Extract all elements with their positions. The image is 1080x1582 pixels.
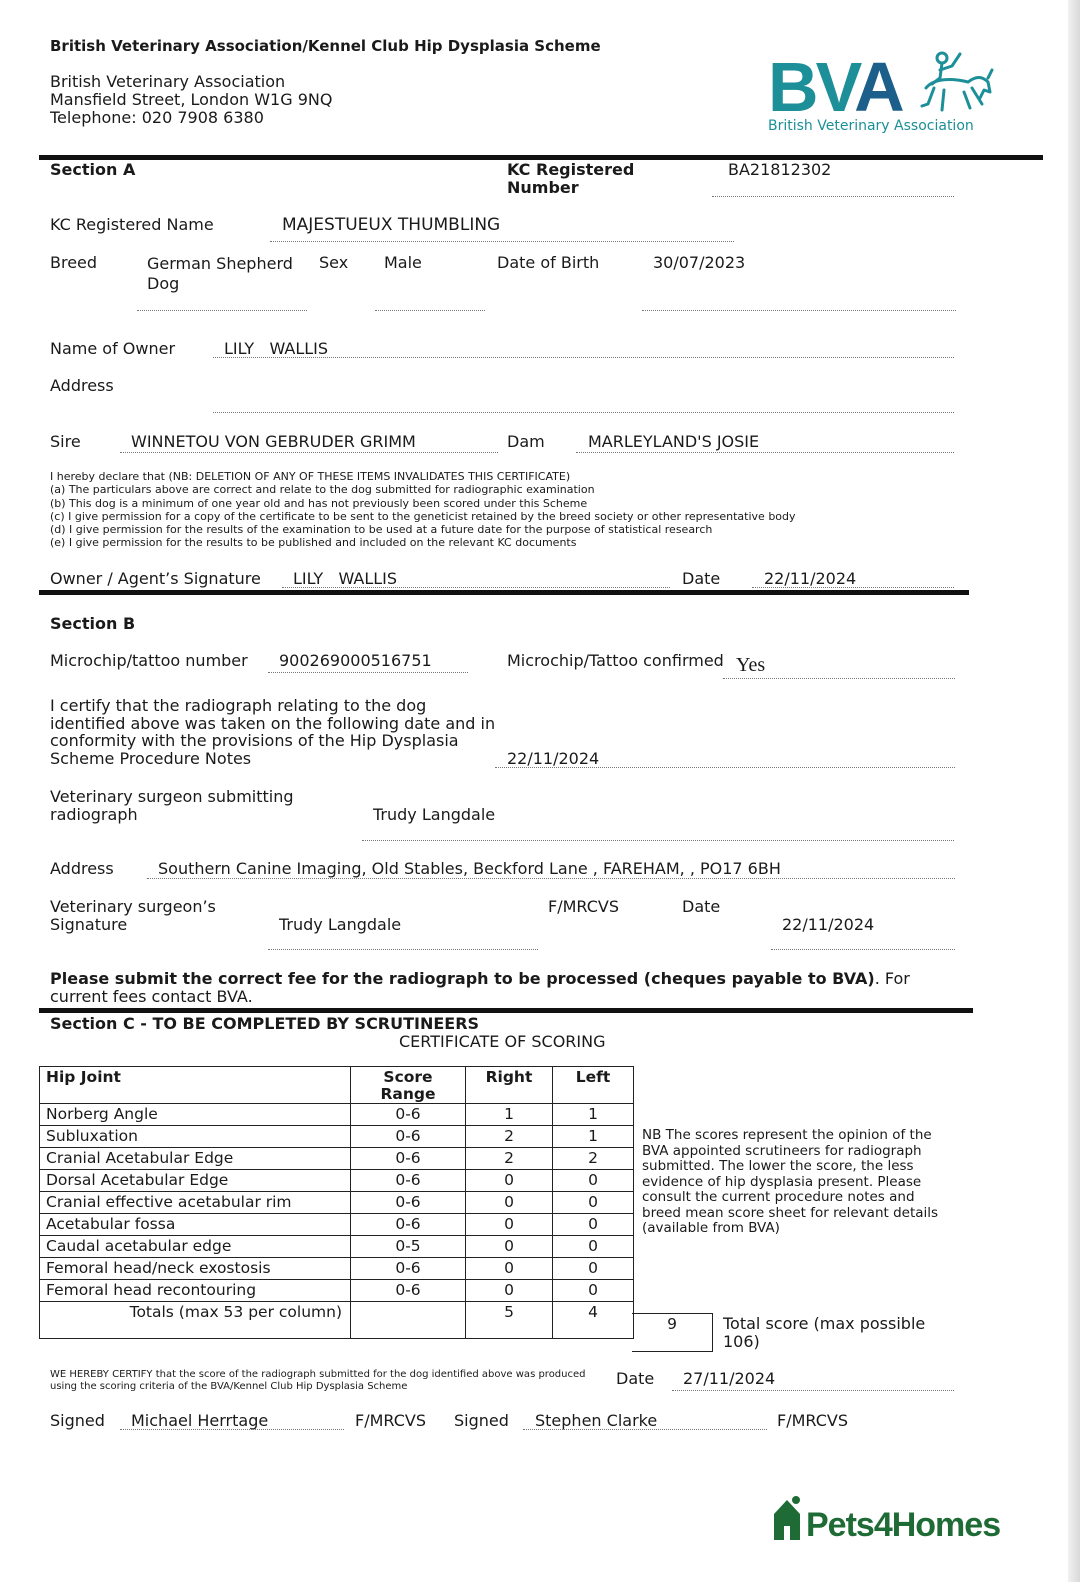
fee-notice-bold: Please submit the correct fee for the radiograph to be processed (cheques payable to BVA) xyxy=(50,969,875,988)
scoring-date-line xyxy=(672,1390,954,1391)
signer-2-line xyxy=(523,1429,767,1430)
surgeon-label: Veterinary surgeon submitting radiograph xyxy=(50,787,294,824)
row-right: 1 xyxy=(466,1104,553,1126)
row-range: 0-6 xyxy=(351,1280,466,1302)
table-row xyxy=(40,1258,634,1280)
row-joint: Cranial effective acetabular rim xyxy=(40,1192,351,1214)
row-right: 0 xyxy=(466,1280,553,1302)
org-name: British Veterinary Association xyxy=(50,72,286,91)
breed-line xyxy=(137,310,307,311)
table-row xyxy=(40,1192,634,1214)
table-row xyxy=(40,1280,634,1302)
total-score-value: 9 xyxy=(632,1313,713,1352)
owner-signature-label: Owner / Agent’s Signature xyxy=(50,569,261,588)
declaration-line: (e) I give permission for the results to be published and included on the relevant KC documents xyxy=(50,536,577,550)
declaration-list xyxy=(50,470,796,550)
breed-value: German Shepherd Dog xyxy=(147,254,293,293)
radiograph-date-value: 22/11/2024 xyxy=(507,749,600,768)
section-b-rule xyxy=(39,590,969,595)
signer-1: Michael Herrtage xyxy=(131,1411,269,1430)
surgeon-address-label: Address xyxy=(50,859,114,878)
total-score-label: Total score (max possible 106) xyxy=(723,1314,926,1351)
owner-value: LILY WALLIS xyxy=(224,339,329,358)
dob-label: Date of Birth xyxy=(497,253,600,272)
owner-signature-value: LILY WALLIS xyxy=(293,569,398,588)
column-header-left: Left xyxy=(553,1067,634,1104)
scoring-date-label: Date xyxy=(616,1369,655,1388)
kc-number-label: KC Registered Number xyxy=(507,160,635,197)
surgeon-address-value: Southern Canine Imaging, Old Stables, Beckford Lane , FAREHAM, , PO17 6BH xyxy=(158,859,781,878)
row-left: 2 xyxy=(553,1148,634,1170)
row-right: 0 xyxy=(466,1214,553,1236)
section-a-heading: Section A xyxy=(50,160,136,179)
surgeon-date-label: Date xyxy=(682,897,721,916)
row-range: 0-6 xyxy=(351,1192,466,1214)
row-right: 0 xyxy=(466,1258,553,1280)
dam-line xyxy=(576,452,954,453)
table-row xyxy=(40,1170,634,1192)
dob-line xyxy=(642,310,956,311)
surgeon-address-line xyxy=(147,878,955,879)
table-row xyxy=(40,1148,634,1170)
kc-name-line xyxy=(270,241,734,242)
row-range: 0-6 xyxy=(351,1104,466,1126)
page-edge-shadow xyxy=(1068,0,1080,1582)
signed-label-2: Signed xyxy=(454,1411,509,1430)
totals-left: 4 xyxy=(553,1302,634,1339)
row-joint: Subluxation xyxy=(40,1126,351,1148)
dam-label: Dam xyxy=(507,432,545,451)
breed-label: Breed xyxy=(50,253,98,272)
declaration-line: (c) I give permission for a copy of the certificate to be sent to the geneticist retained by the breed society or other representative body xyxy=(50,509,796,523)
row-right: 2 xyxy=(466,1126,553,1148)
sex-label: Sex xyxy=(319,253,349,272)
dob-value: 30/07/2023 xyxy=(653,253,746,272)
row-range: 0-6 xyxy=(351,1126,466,1148)
pets4homes-watermark: Pets4Homes xyxy=(806,1506,1001,1544)
table-row xyxy=(40,1126,634,1148)
row-left: 0 xyxy=(553,1192,634,1214)
section-c-rule xyxy=(39,1008,973,1013)
row-left: 1 xyxy=(553,1104,634,1126)
row-joint: Caudal acetabular edge xyxy=(40,1236,351,1258)
column-header-hip-joint: Hip Joint xyxy=(40,1067,351,1104)
scoring-date-value: 27/11/2024 xyxy=(683,1369,776,1388)
microchip-line xyxy=(268,672,468,673)
surgeon-signature-label: Veterinary surgeon’s Signature xyxy=(50,897,216,934)
declaration-line: (a) The particulars above are correct and relate to the dog submitted for radiographic examination xyxy=(50,483,595,497)
radiograph-date-line xyxy=(495,767,955,768)
section-b-heading: Section B xyxy=(50,614,136,633)
row-left: 0 xyxy=(553,1258,634,1280)
surgeon-value: Trudy Langdale xyxy=(373,805,496,824)
sex-value: Male xyxy=(384,253,422,272)
row-range: 0-6 xyxy=(351,1170,466,1192)
owner-signature-line xyxy=(282,587,670,588)
bva-logo-text: BVA xyxy=(768,48,902,126)
owner-label: Name of Owner xyxy=(50,339,176,358)
totals-label: Totals (max 53 per column) xyxy=(40,1302,351,1339)
row-range: 0-6 xyxy=(351,1258,466,1280)
declaration-line: (d) I give permission for the results of the examination to be used at a future date for the purpose of statistical research xyxy=(50,523,713,537)
sire-value: WINNETOU VON GEBRUDER GRIMM xyxy=(131,432,416,451)
surgeon-date-value: 22/11/2024 xyxy=(782,915,875,934)
row-right: 2 xyxy=(466,1148,553,1170)
signed-label-1: Signed xyxy=(50,1411,105,1430)
microchip-value: 900269000516751 xyxy=(279,651,432,670)
table-header-row xyxy=(40,1067,634,1104)
owner-date-line xyxy=(752,587,954,588)
owner-date-label: Date xyxy=(682,569,721,588)
table-row xyxy=(40,1214,634,1236)
horse-rider-icon xyxy=(912,48,996,116)
row-right: 0 xyxy=(466,1170,553,1192)
declaration-line: I hereby declare that (NB: DELETION OF ANY OF THESE ITEMS INVALIDATES THIS CERTIFICATE) xyxy=(50,470,571,483)
row-left: 0 xyxy=(553,1170,634,1192)
address-line xyxy=(213,412,954,413)
surgeon-line xyxy=(362,840,954,841)
row-joint: Acetabular fossa xyxy=(40,1214,351,1236)
table-row xyxy=(40,1236,634,1258)
section-c-subheading: CERTIFICATE OF SCORING xyxy=(399,1032,606,1051)
surgeon-signature-value: Trudy Langdale xyxy=(279,915,402,934)
sire-line xyxy=(120,452,498,453)
kc-number-line xyxy=(712,196,954,197)
scrutineer-note: NB The scores represent the opinion of the BVA appointed scrutineers for radiograph submitted. The lower the score, the less evidence of hip dysplasia present. Please consult the current procedure notes and breed mean score sheet for relevant details (available from BVA) xyxy=(642,1127,939,1236)
row-joint: Femoral head/neck exostosis xyxy=(40,1258,351,1280)
row-joint: Dorsal Acetabular Edge xyxy=(40,1170,351,1192)
signer-2-fmrcvs: F/MRCVS xyxy=(777,1411,848,1430)
row-left: 0 xyxy=(553,1236,634,1258)
sire-label: Sire xyxy=(50,432,81,451)
microchip-confirmed-label: Microchip/Tattoo confirmed xyxy=(507,651,724,670)
row-right: 0 xyxy=(466,1236,553,1258)
signer-1-fmrcvs: F/MRCVS xyxy=(355,1411,426,1430)
row-joint: Femoral head recontouring xyxy=(40,1280,351,1302)
scrutineer-certify-text: WE HEREBY CERTIFY that the score of the radiograph submitted for the dog identified above was produced using the scoring criteria of the BVA/Kennel Club Hip Dysplasia Scheme xyxy=(50,1369,586,1392)
kc-name-value: MAJESTUEUX THUMBLING xyxy=(282,215,501,235)
totals-row xyxy=(40,1302,634,1339)
address-label: Address xyxy=(50,376,114,395)
table-row xyxy=(40,1104,634,1126)
declaration-line: (b) This dog is a minimum of one year old and has not previously been scored under this Scheme xyxy=(50,496,588,510)
row-right: 0 xyxy=(466,1192,553,1214)
microchip-confirmed-line xyxy=(723,678,955,679)
row-range: 0-5 xyxy=(351,1236,466,1258)
kc-name-label: KC Registered Name xyxy=(50,215,214,234)
row-left: 0 xyxy=(553,1214,634,1236)
microchip-confirmed-value: Yes xyxy=(736,654,766,676)
pets4homes-house-icon xyxy=(768,1494,806,1542)
owner-line xyxy=(213,357,954,358)
row-joint: Norberg Angle xyxy=(40,1104,351,1126)
column-header-right: Right xyxy=(466,1067,553,1104)
owner-date-value: 22/11/2024 xyxy=(764,569,857,588)
microchip-label: Microchip/tattoo number xyxy=(50,651,248,670)
kc-number-value: BA21812302 xyxy=(728,160,832,179)
totals-range-cell xyxy=(351,1302,466,1339)
dam-value: MARLEYLAND'S JOSIE xyxy=(588,432,760,451)
row-left: 0 xyxy=(553,1280,634,1302)
radiograph-certify-text: I certify that the radiograph relating to the dog identified above was taken on the following date and in conformity with the provisions of the Hip Dysplasia Scheme Procedure Notes xyxy=(50,696,496,769)
surgeon-date-line xyxy=(771,949,955,950)
surgeon-signature-line xyxy=(268,949,538,950)
row-range: 0-6 xyxy=(351,1148,466,1170)
signer-1-line xyxy=(120,1429,344,1430)
row-left: 1 xyxy=(553,1126,634,1148)
row-joint: Cranial Acetabular Edge xyxy=(40,1148,351,1170)
surgeon-fmrcvs-label: F/MRCVS xyxy=(548,897,619,916)
sex-line xyxy=(375,310,485,311)
fee-notice-rest: . For current fees contact BVA. xyxy=(50,969,910,1006)
row-range: 0-6 xyxy=(351,1214,466,1236)
bva-logo-subtitle: British Veterinary Association xyxy=(768,118,974,134)
form-title: British Veterinary Association/Kennel Club Hip Dysplasia Scheme xyxy=(50,37,601,55)
fee-notice xyxy=(50,970,950,1005)
org-street: Mansfield Street, London W1G 9NQ xyxy=(50,90,333,109)
scoring-table xyxy=(39,1066,634,1339)
totals-right: 5 xyxy=(466,1302,553,1339)
signer-2: Stephen Clarke xyxy=(535,1411,658,1430)
column-header-score-range: Score Range xyxy=(351,1067,466,1104)
section-c-heading: Section C - TO BE COMPLETED BY SCRUTINEERS xyxy=(50,1014,480,1033)
org-phone: Telephone: 020 7908 6380 xyxy=(50,108,264,127)
